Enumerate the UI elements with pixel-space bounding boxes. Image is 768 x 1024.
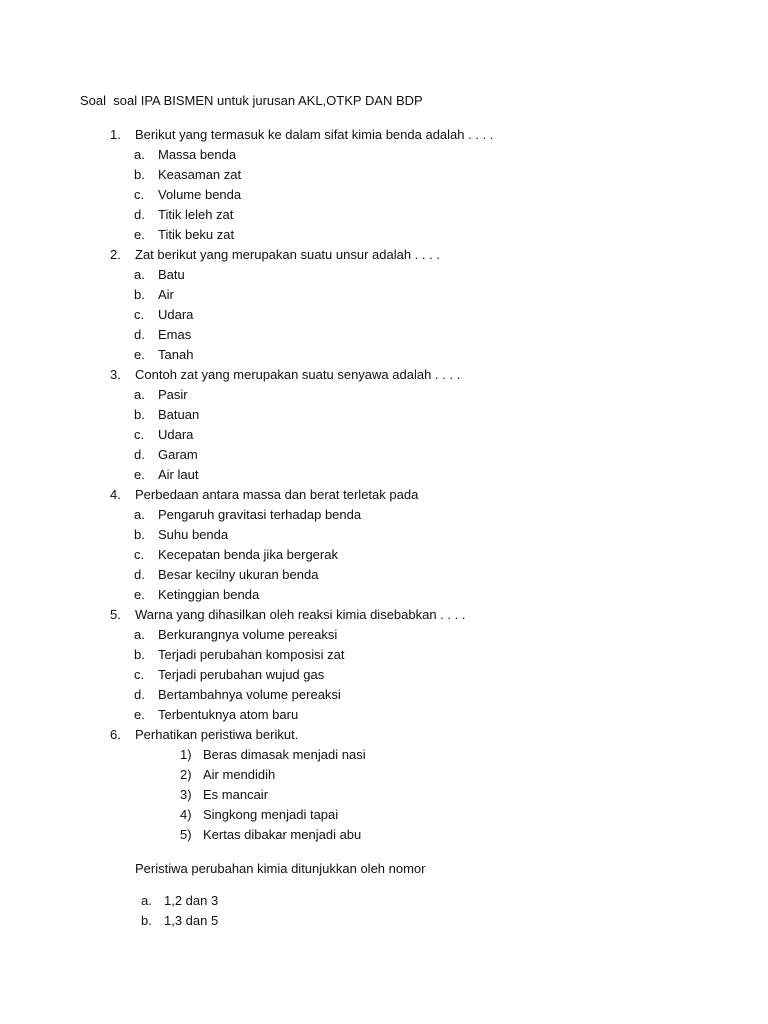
- option-text: 1,2 dan 3: [164, 893, 219, 908]
- option-text: Berkurangnya volume pereaksi: [158, 627, 338, 642]
- question-text: Perbedaan antara massa dan berat terletak pada: [135, 487, 419, 502]
- answer-option: [141, 913, 218, 928]
- answer-option: [134, 467, 198, 482]
- option-text: Suhu benda: [158, 527, 229, 542]
- subitem-number: 5): [180, 827, 192, 842]
- answer-option: [134, 207, 233, 222]
- question: [110, 127, 493, 142]
- option-text: Tanah: [158, 347, 194, 362]
- option-letter: a.: [134, 267, 145, 282]
- option-text: Air: [158, 287, 174, 302]
- option-letter: c.: [134, 427, 145, 442]
- answer-option: [134, 587, 259, 602]
- question-number: 6.: [110, 727, 121, 742]
- answer-option: [134, 307, 193, 322]
- question-number: 3.: [110, 367, 121, 382]
- option-letter: a.: [134, 387, 145, 402]
- question-text: Zat berikut yang merupakan suatu unsur adalah . . . .: [135, 247, 440, 262]
- answer-option: [134, 227, 234, 242]
- option-letter: b.: [134, 167, 145, 182]
- option-text: Keasaman zat: [158, 167, 242, 182]
- answer-option: [134, 267, 185, 282]
- option-letter: c.: [134, 667, 145, 682]
- option-letter: a.: [134, 627, 145, 642]
- subitem-number: 2): [180, 767, 192, 782]
- option-letter: b.: [134, 527, 145, 542]
- option-text: Besar kecilny ukuran benda: [158, 567, 319, 582]
- option-letter: b.: [134, 287, 145, 302]
- answer-option: [134, 287, 174, 302]
- answer-option: [134, 647, 344, 662]
- option-letter: e.: [134, 707, 145, 722]
- question-prompt: [135, 861, 426, 876]
- option-letter: a.: [141, 893, 152, 908]
- option-letter: e.: [134, 347, 145, 362]
- question-subitem: [180, 807, 338, 822]
- option-text: Batu: [158, 267, 185, 282]
- question: [110, 607, 465, 622]
- option-text: Massa benda: [158, 147, 237, 162]
- option-text: Titik leleh zat: [158, 207, 234, 222]
- answer-option: [134, 407, 199, 422]
- document-title: Soal soal IPA BISMEN untuk jurusan AKL,OTKP DAN BDP: [80, 93, 423, 108]
- question-number: 5.: [110, 607, 121, 622]
- option-letter: d.: [134, 447, 145, 462]
- answer-option: [134, 167, 241, 182]
- option-text: Terjadi perubahan wujud gas: [158, 667, 325, 682]
- option-text: Pasir: [158, 387, 188, 402]
- answer-option: [134, 527, 228, 542]
- option-letter: b.: [134, 647, 145, 662]
- option-letter: b.: [141, 913, 152, 928]
- option-text: Batuan: [158, 407, 200, 422]
- question-subitem: [180, 747, 366, 762]
- option-letter: e.: [134, 227, 145, 242]
- subitem-text: Air mendidih: [203, 767, 276, 782]
- subitem-text: Beras dimasak menjadi nasi: [203, 747, 366, 762]
- answer-option: [134, 447, 198, 462]
- question-text: Berikut yang termasuk ke dalam sifat kimia benda adalah . . . .: [135, 127, 494, 142]
- question-number: 2.: [110, 247, 121, 262]
- prompt-text: Peristiwa perubahan kimia ditunjukkan oleh nomor: [135, 861, 426, 876]
- subitem-number: 1): [180, 747, 192, 762]
- answer-option: [134, 507, 361, 522]
- option-letter: a.: [134, 507, 145, 522]
- subitem-text: Singkong menjadi tapai: [203, 807, 339, 822]
- question: [110, 247, 440, 262]
- option-text: Garam: [158, 447, 198, 462]
- option-letter: c.: [134, 547, 145, 562]
- subitem-number: 4): [180, 807, 192, 822]
- option-letter: e.: [134, 467, 145, 482]
- answer-option: [134, 667, 324, 682]
- option-letter: d.: [134, 687, 145, 702]
- option-letter: e.: [134, 587, 145, 602]
- question-number: 1.: [110, 127, 121, 142]
- option-text: Pengaruh gravitasi terhadap benda: [158, 507, 362, 522]
- question-text: Warna yang dihasilkan oleh reaksi kimia disebabkan . . . .: [135, 607, 466, 622]
- answer-option: [134, 387, 188, 402]
- answer-option: [134, 687, 341, 702]
- option-letter: a.: [134, 147, 145, 162]
- answer-option: [134, 427, 193, 442]
- answer-option: [134, 567, 318, 582]
- answer-option: [134, 707, 298, 722]
- option-letter: c.: [134, 307, 145, 322]
- answer-option: [134, 147, 236, 162]
- option-text: Ketinggian benda: [158, 587, 260, 602]
- option-letter: b.: [134, 407, 145, 422]
- option-text: Udara: [158, 427, 194, 442]
- question-subitem: [180, 787, 268, 802]
- option-text: Terjadi perubahan komposisi zat: [158, 647, 345, 662]
- question: [110, 367, 460, 382]
- question-text: Perhatikan peristiwa berikut.: [135, 727, 299, 742]
- option-letter: d.: [134, 207, 145, 222]
- option-text: Air laut: [158, 467, 199, 482]
- question-subitem: [180, 767, 275, 782]
- option-letter: d.: [134, 327, 145, 342]
- question-number: 4.: [110, 487, 121, 502]
- subitem-text: Kertas dibakar menjadi abu: [203, 827, 362, 842]
- option-text: Udara: [158, 307, 194, 322]
- answer-option: [134, 187, 241, 202]
- option-text: Titik beku zat: [158, 227, 235, 242]
- option-text: 1,3 dan 5: [164, 913, 219, 928]
- option-letter: c.: [134, 187, 145, 202]
- question-subitem: [180, 827, 361, 842]
- option-text: Emas: [158, 327, 192, 342]
- question-text: Contoh zat yang merupakan suatu senyawa adalah . . . .: [135, 367, 461, 382]
- answer-option: [134, 547, 338, 562]
- option-text: Kecepatan benda jika bergerak: [158, 547, 338, 562]
- answer-option: [134, 347, 193, 362]
- subitem-text: Es mancair: [203, 787, 269, 802]
- answer-option: [141, 893, 218, 908]
- answer-option: [134, 627, 337, 642]
- option-text: Terbentuknya atom baru: [158, 707, 299, 722]
- option-text: Volume benda: [158, 187, 242, 202]
- answer-option: [134, 327, 191, 342]
- question: [110, 487, 418, 502]
- option-letter: d.: [134, 567, 145, 582]
- question: [110, 727, 298, 742]
- subitem-number: 3): [180, 787, 192, 802]
- option-text: Bertambahnya volume pereaksi: [158, 687, 341, 702]
